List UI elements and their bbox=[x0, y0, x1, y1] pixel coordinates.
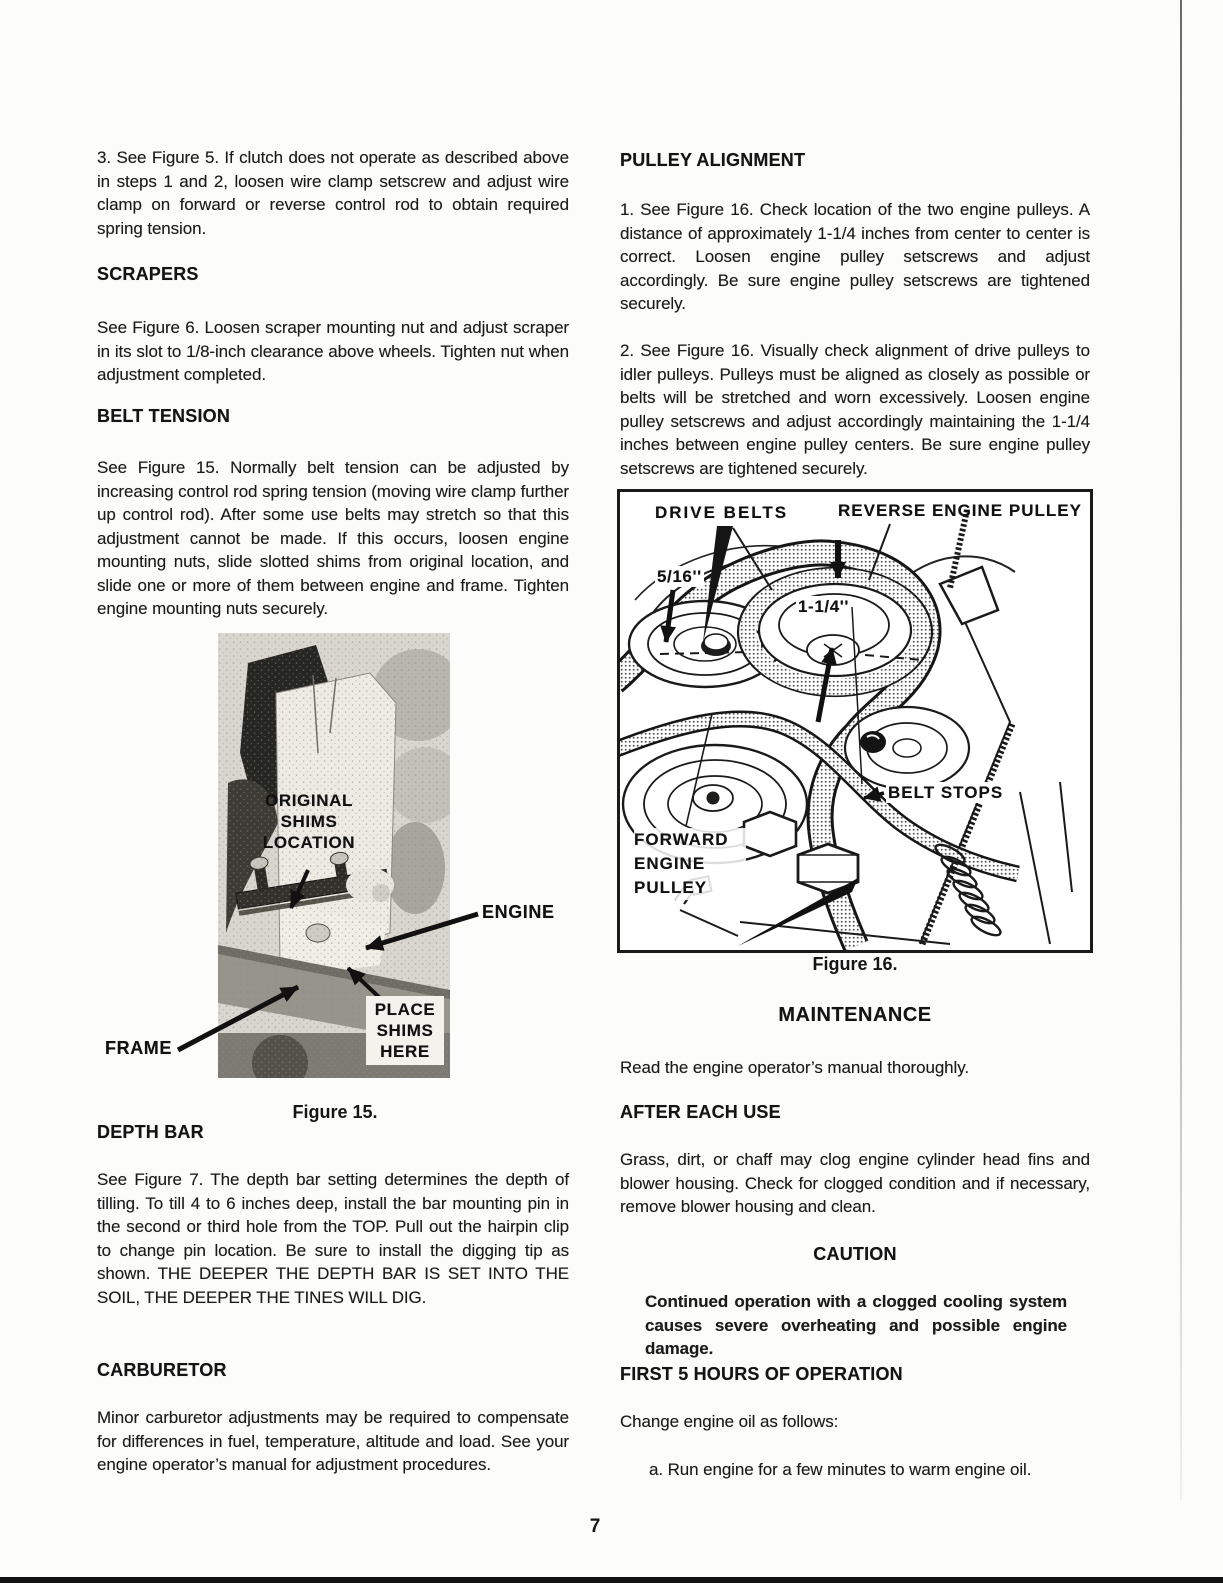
scrapers-heading: SCRAPERS bbox=[97, 264, 199, 284]
caution-heading: CAUTION bbox=[813, 1244, 897, 1264]
carburetor-paragraph: Minor carburetor adjustments may be required to compensate for differences in fuel, temperature, altitude and load. See your engine operator’s manual for adjustment procedures. bbox=[97, 1408, 569, 1474]
belt-tension-paragraph: See Figure 15. Normally belt tension can be adjusted by increasing control rod spring tension (moving wire clamp further up control rod). After some use belts may stretch so that this adjustment cannot be made. If this occurs, loosen engine mounting nuts, slide slotted shims from original location, and slide one or more of them between engine and frame. Tighten engine mounting nuts securely. bbox=[97, 458, 569, 618]
figure-15-label-original-shims: ORIGINAL SHIMS LOCATION bbox=[262, 791, 356, 852]
scan-artifact-vertical-line bbox=[1180, 0, 1182, 1500]
depth-bar-heading: DEPTH BAR bbox=[97, 1122, 204, 1142]
figure-16 bbox=[617, 489, 1093, 953]
maintenance-paragraph: Read the engine operator’s manual thoroughly. bbox=[620, 1058, 969, 1077]
figure-15-label-place-shims: PLACE SHIMS HERE bbox=[366, 996, 444, 1065]
figure-15-label-frame: FRAME bbox=[105, 1038, 172, 1058]
page-number: 7 bbox=[589, 1516, 601, 1537]
oil-step-a: a. Run engine for a few minutes to warm engine oil. bbox=[649, 1460, 1032, 1479]
first-5-hours-heading: FIRST 5 HOURS OF OPERATION bbox=[620, 1364, 903, 1384]
after-each-use-paragraph: Grass, dirt, or chaff may clog engine cylinder head fins and blower housing. Check for clogged condition and if necessary, remove blower housing and clean. bbox=[620, 1150, 1090, 1216]
change-oil-paragraph: Change engine oil as follows: bbox=[620, 1412, 839, 1431]
figure-15-label-engine: ENGINE bbox=[482, 902, 555, 922]
pulley-alignment-heading: PULLEY ALIGNMENT bbox=[620, 150, 806, 170]
maintenance-heading: MAINTENANCE bbox=[778, 1004, 932, 1026]
figure-15 bbox=[90, 630, 570, 1085]
pulley-step1-paragraph: 1. See Figure 16. Check location of the two engine pulleys. A distance of approximately 1-1/4 inches from center to center is correct. Loosen engine pulley setscrews and adjust accordingly. Be sure engine pulley setscrews are tightened securely. bbox=[620, 200, 1090, 313]
figure-16-label-gap-5-16: 5/16'' bbox=[657, 567, 702, 586]
pulley-step2-paragraph: 2. See Figure 16. Visually check alignment of drive pulleys to idler pulleys. Pulleys must be aligned as closely as possible or belts will be stretched and worn excessively. Loosen engine pulley setscrews and adjust accordingly maintaining the 1-1/4 inches between engine pulley centers. Be sure engine pulley setscrews are tightened securely. bbox=[620, 341, 1090, 478]
after-each-use-heading: AFTER EACH USE bbox=[620, 1102, 781, 1122]
carburetor-heading: CARBURETOR bbox=[97, 1360, 227, 1380]
figure-16-label-forward-pulley: FORWARD ENGINE PULLEY bbox=[634, 828, 746, 900]
figure-15-caption: Figure 15. bbox=[292, 1102, 378, 1122]
caution-paragraph: Continued operation with a clogged cooling system causes severe overheating and possible engine damage. bbox=[645, 1292, 1067, 1358]
figure-16-caption: Figure 16. bbox=[812, 954, 898, 974]
clutch-step3-paragraph: 3. See Figure 5. If clutch does not operate as described above in steps 1 and 2, loosen wire clamp setscrew and adjust wire clamp on forward or reverse control rod to obtain required spring tension. bbox=[97, 148, 569, 238]
figure-16-label-drive-belts: DRIVE BELTS bbox=[655, 503, 789, 522]
depth-bar-paragraph: See Figure 7. The depth bar setting determines the depth of tilling. To till 4 to 6 inches deep, install the bar mounting pin in the second or third hole from the TOP. Pull out the hairpin clip to change pin location. Be sure to install the digging tip as shown. THE DEEPER THE DEPTH BAR IS SET INTO THE SOIL, THE DEEPER THE TINES WILL DIG. bbox=[97, 1170, 569, 1307]
figure-16-label-belt-stops: BELT STOPS bbox=[888, 783, 1004, 802]
figure-15-arrows bbox=[90, 630, 570, 1085]
belt-tension-heading: BELT TENSION bbox=[97, 406, 231, 426]
scan-artifact-bottom-edge bbox=[0, 1577, 1223, 1583]
figure-16-label-reverse-pulley: REVERSE ENGINE PULLEY bbox=[838, 501, 1082, 520]
figure-16-label-centers-1-1-4: 1-1/4'' bbox=[798, 597, 850, 616]
scrapers-paragraph: See Figure 6. Loosen scraper mounting nut and adjust scraper in its slot to 1/8-inch clearance above wheels. Tighten nut when adjustment completed. bbox=[97, 318, 569, 384]
